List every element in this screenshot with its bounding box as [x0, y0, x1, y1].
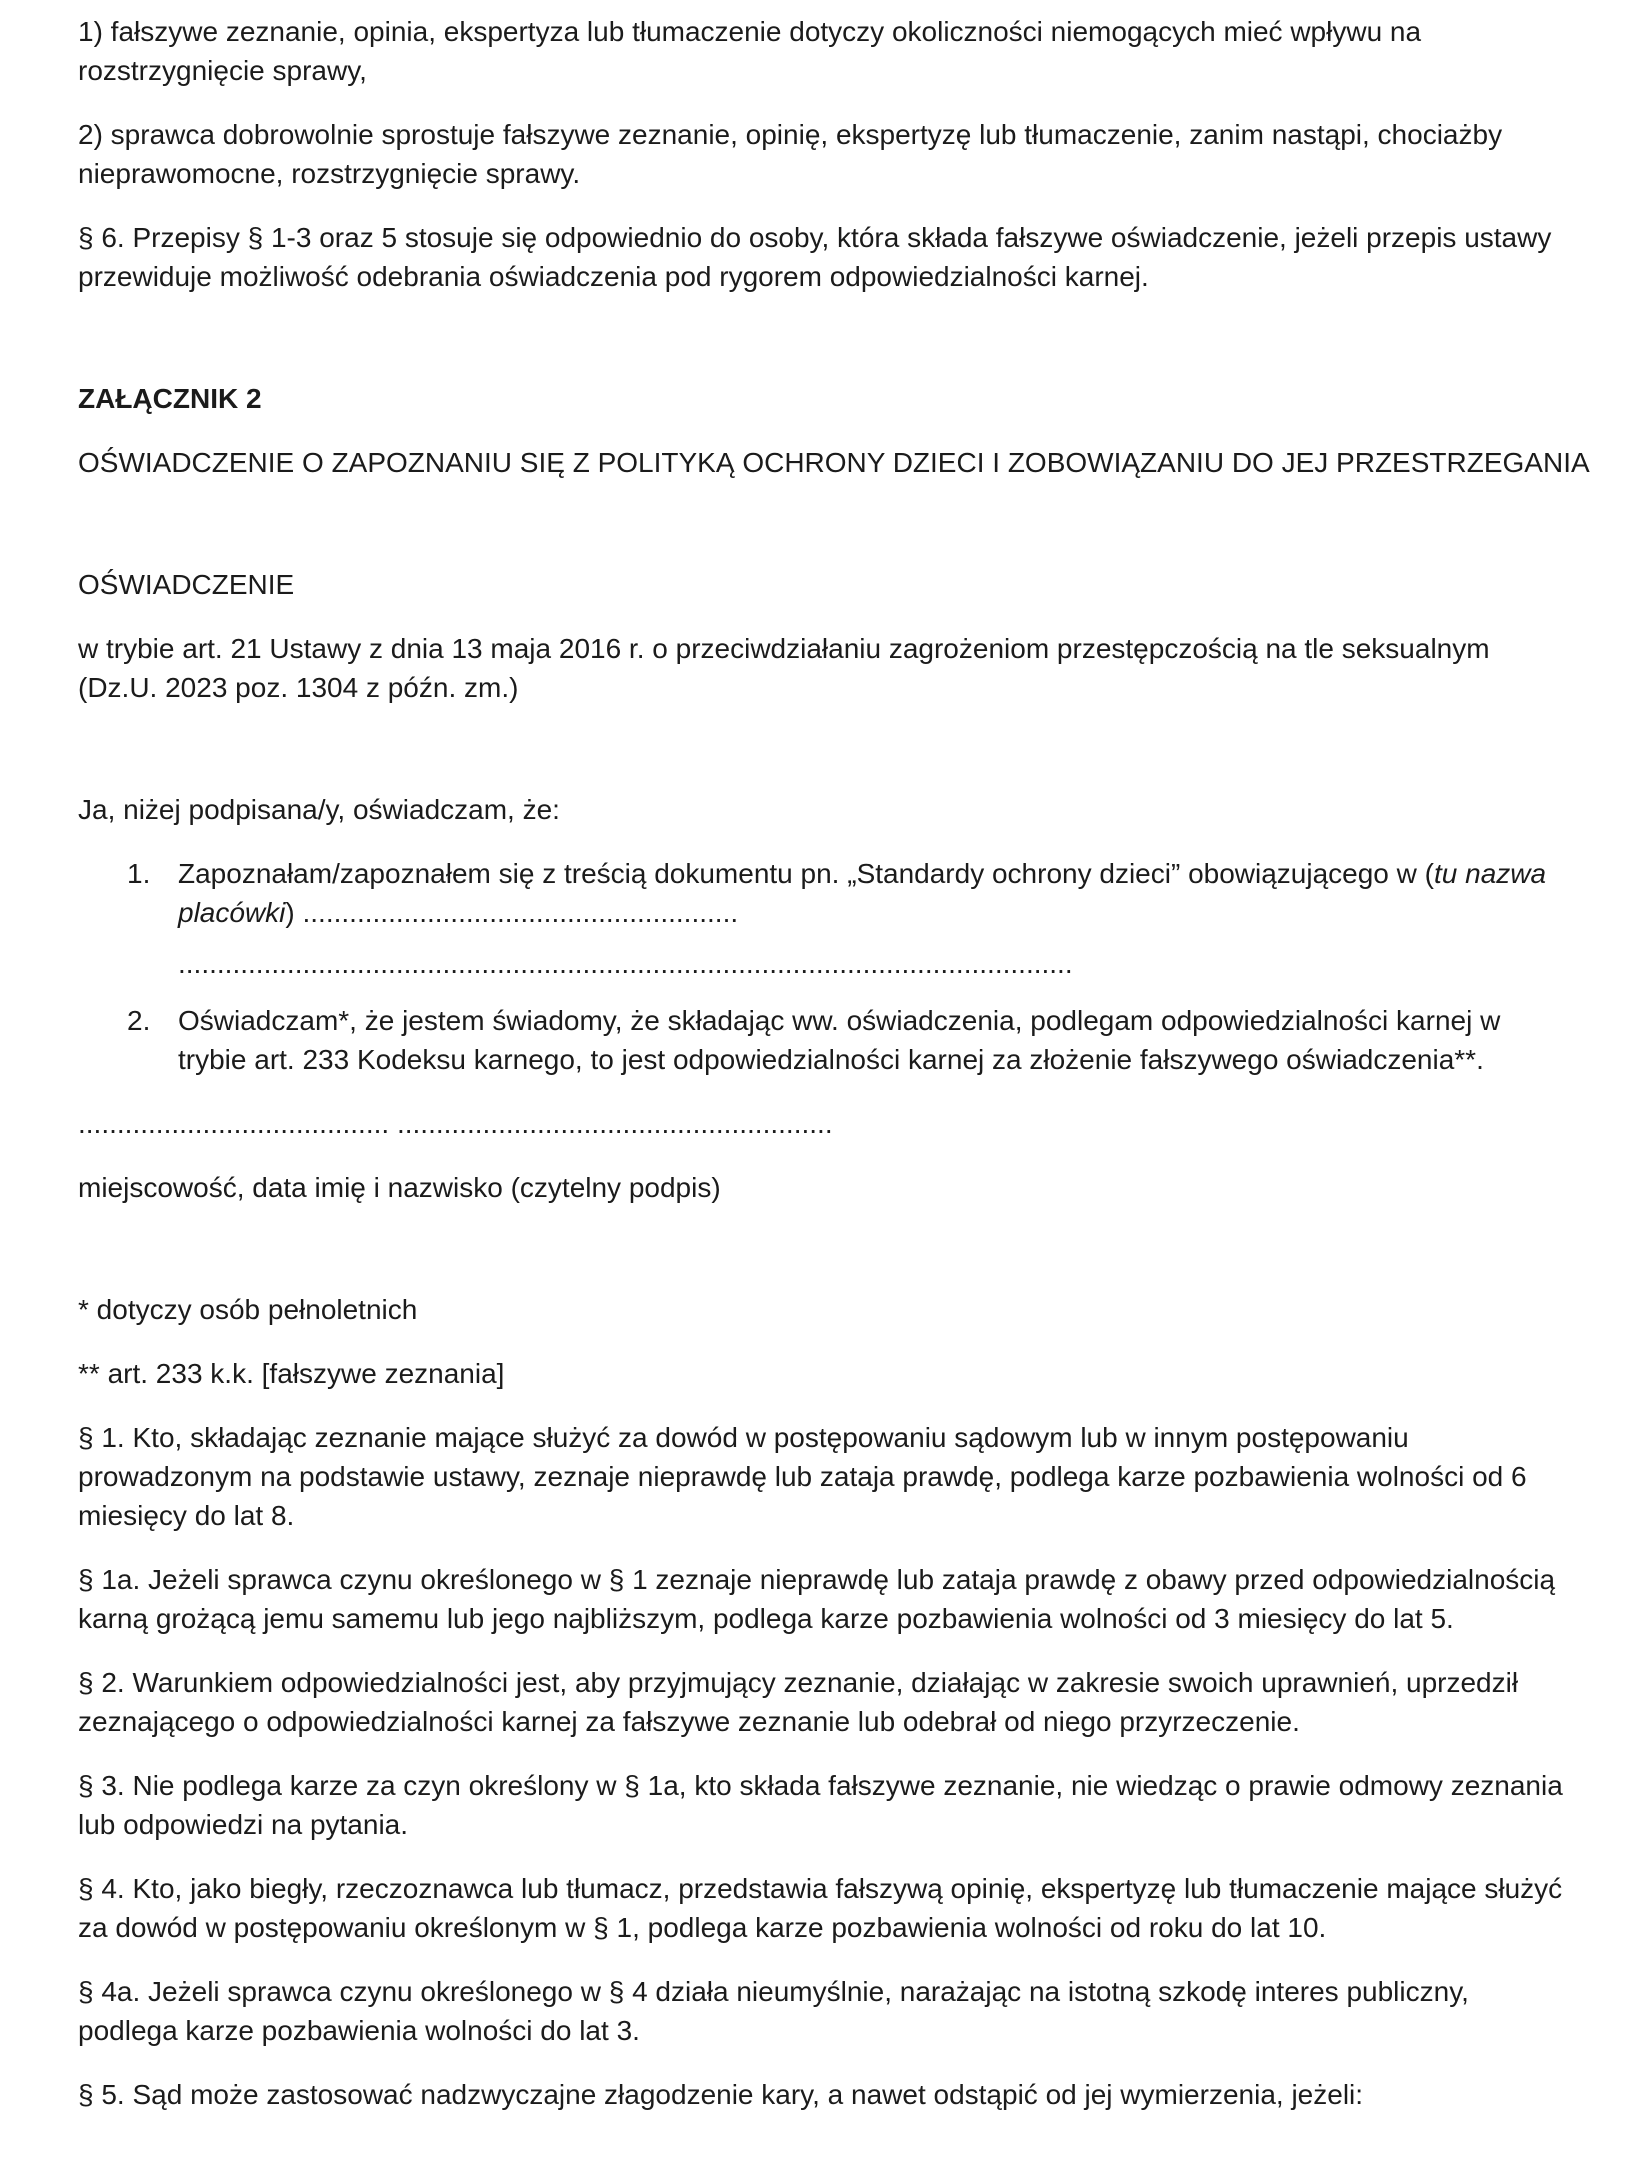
list-item-2-number: 2. [127, 1005, 151, 1036]
list-item-1-text [178, 858, 1564, 983]
kk-paragraph-1a: § 1a. Jeżeli sprawca czynu określonego w § 1 zeznaje nieprawdę lub zataja prawdę z obawy przed odpowiedzialnością karną grożącą jemu samemu lub jego najbliższym, podlega karze pozbawienia wolności od 3 miesięcy do lat 5. [78, 1564, 1556, 1634]
annex-heading: ZAŁĄCZNIK 2 [78, 383, 262, 414]
vertical-spacer [78, 732, 1564, 790]
vertical-spacer [78, 321, 1564, 379]
fill-in-dots-inline: ........................................................ [302, 897, 739, 928]
statement-legal-basis: w trybie art. 21 Ustawy z dnia 13 maja 2016 r. o przeciwdziałaniu zagrożeniom przestępczością na tle seksualnym (Dz.U. 2023 poz. 1304 z późn. zm.) [78, 633, 1490, 703]
fill-in-dots-line: ................................................................................................................... [178, 948, 1073, 979]
list-item-1-text-after: ) [285, 897, 303, 928]
signature-caption: miejscowość, data imię i nazwisko (czytelny podpis) [78, 1172, 721, 1203]
list-item-1 [78, 854, 1564, 983]
footnote-asterisk: * dotyczy osób pełnoletnich [78, 1294, 418, 1325]
list-item-2-text: Oświadczam*, że jestem świadomy, że składając ww. oświadczenia, podlegam odpowiedzialności karnej w trybie art. 233 Kodeksu karnego, to jest odpowiedzialności karnej za złożenie fałszywego oświadczenia**. [178, 1005, 1501, 1075]
annex-title: OŚWIADCZENIE O ZAPOZNANIU SIĘ Z POLITYKĄ OCHRONY DZIECI I ZOBOWIĄZANIU DO JEJ PRZESTRZEGANIA [78, 447, 1590, 478]
kk-paragraph-3: § 3. Nie podlega karze za czyn określony w § 1a, kto składa fałszywe zeznanie, nie wiedząc o prawie odmowy zeznania lub odpowiedzi na pytania. [78, 1770, 1563, 1840]
kk-paragraph-1: § 1. Kto, składając zeznanie mające służyć za dowód w postępowaniu sądowym lub w innym postępowaniu prowadzonym na podstawie ustawy, zeznaje nieprawdę lub zataja prawdę, podlega karze pozbawienia wolności od 6 miesięcy do lat 8. [78, 1422, 1527, 1531]
paragraph-exemption-1: 1) fałszywe zeznanie, opinia, ekspertyza lub tłumaczenie dotyczy okoliczności niemogących mieć wpływu na rozstrzygnięcie sprawy, [78, 16, 1422, 86]
paragraph-exemption-2: 2) sprawca dobrowolnie sprostuje fałszywe zeznanie, opinię, ekspertyzę lub tłumaczenie, zanim nastąpi, chociażby nieprawomocne, rozstrzygnięcie sprawy. [78, 119, 1503, 189]
statement-heading: OŚWIADCZENIE [78, 569, 295, 600]
kk-paragraph-2: § 2. Warunkiem odpowiedzialności jest, aby przyjmujący zeznanie, działając w zakresie swoich uprawnień, uprzedził zeznającego o odpowiedzialności karnej za fałszywe zeznanie lub odebrał od niego przyrzeczenie. [78, 1667, 1519, 1737]
vertical-spacer [78, 1232, 1564, 1290]
list-item-1-number: 1. [127, 858, 151, 889]
vertical-spacer [78, 507, 1564, 565]
declaration-intro: Ja, niżej podpisana/y, oświadczam, że: [78, 794, 560, 825]
signature-dotted-line: ........................................ ........................................................ [78, 1108, 833, 1139]
statement-list [78, 854, 1564, 1079]
list-item-1-text-before: Zapoznałam/zapoznałem się z treścią dokumentu pn. „Standardy ochrony dzieci” obowiązującego w ( [178, 858, 1434, 889]
paragraph-section-6: § 6. Przepisy § 1-3 oraz 5 stosuje się odpowiednio do osoby, która składa fałszywe oświadczenie, jeżeli przepis ustawy przewiduje możliwość odebrania oświadczenia pod rygorem odpowiedzialności karnej. [78, 222, 1552, 292]
kk-paragraph-4: § 4. Kto, jako biegły, rzeczoznawca lub tłumacz, przedstawia fałszywą opinię, ekspertyzę lub tłumaczenie mające służyć za dowód w postępowaniu określonym w § 1, podlega karze pozbawienia wolności od roku do lat 10. [78, 1873, 1563, 1943]
footnote-double-asterisk: ** art. 233 k.k. [fałszywe zeznania] [78, 1358, 505, 1389]
list-item-2 [78, 1001, 1564, 1079]
kk-paragraph-5: § 5. Sąd może zastosować nadzwyczajne złagodzenie kary, a nawet odstąpić od jej wymierzenia, jeżeli: [78, 2079, 1364, 2110]
list-item-1-italic-placeholder: tu nazwa placówki [178, 858, 1547, 928]
kk-paragraph-4a: § 4a. Jeżeli sprawca czynu określonego w § 4 działa nieumyślnie, narażając na istotną szkodę interes publiczny, podlega karze pozbawienia wolności do lat 3. [78, 1976, 1469, 2046]
